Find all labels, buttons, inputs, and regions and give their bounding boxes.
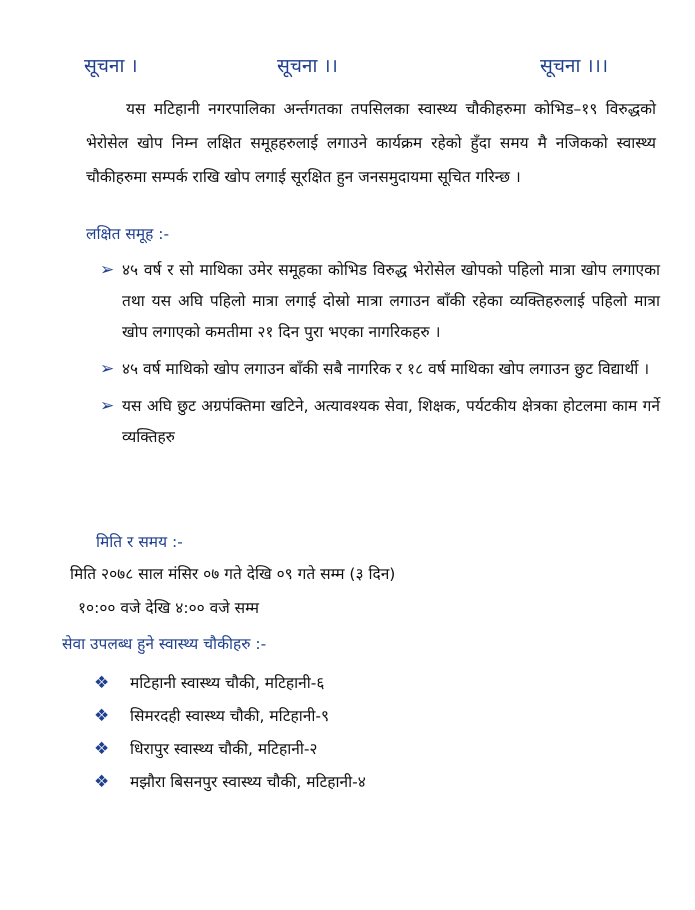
target-group-list [100,255,660,459]
target-group-text: ४५ वर्ष र सो माथिका उमेर समूहका कोभिड विरुद्ध भेरोसेल खोपको पहिलो मात्रा खोप लगाएका तथा यस अघि पहिलो मात्रा लगाई दोस्रो मात्रा लगाउन बाँकी रहेका व्यक्तिहरुलाई पहिलो मात्रा खोप लगाएको कमतीमा २१ दिन पुरा भएका नागरिकहरु । [122,261,660,341]
date-time-label: मिति र समय :- [96,533,183,551]
health-posts-label: सेवा उपलब्ध हुने स्वास्थ्य चौकीहरु :- [62,635,267,653]
list-item [100,255,660,348]
health-post-list [94,668,614,800]
notice-heading-3: सूचना ।।। [540,55,609,77]
diamond-bullet-icon: ❖ [94,706,110,726]
notice-heading-2: सूचना ।। [277,55,338,77]
diamond-bullet-icon: ❖ [94,673,110,693]
arrow-bullet-icon: ➢ [100,396,115,416]
notice-headings [0,52,695,86]
target-group-text: यस अघि छुट अग्रपंक्तिमा खटिने, अत्यावश्यक सेवा, शिक्षक, पर्यटकीय क्षेत्रका होटलमा काम गर्ने व्यक्तिहरु [122,397,660,446]
health-post-name: धिरापुर स्वास्थ्य चौकी, मटिहानी-२ [130,740,318,758]
arrow-bullet-icon: ➢ [100,260,115,280]
health-post-name: मझौरा बिसनपुर स्वास्थ्य चौकी, मटिहानी-४ [130,773,366,791]
intro-paragraph: यस मटिहानी नगरपालिका अर्न्तगतका तपसिलका स्वास्थ्य चौकीहरुमा कोभिड–१९ विरुद्धको भेरोसेल खोप निम्न लक्षित समूहहरुलाई लगाउने कार्यक्रम रहेको हुँदा समय मै नजिकको स्वास्थ्य चौकीहरुमा सम्पर्क राखि खोप लगाई सूरक्षित हुन जनसमुदायमा सूचित गरिन्छ । [86,100,656,186]
list-item [94,668,614,701]
health-post-name: मटिहानी स्वास्थ्य चौकी, मटिहानी-६ [130,674,325,692]
diamond-bullet-icon: ❖ [94,739,110,759]
list-item [100,391,660,453]
health-post-name: सिमरदही स्वास्थ्य चौकी, मटिहानी-९ [130,707,330,725]
time-range-text: १०:०० वजे देखि ४:०० वजे सम्म [78,599,260,617]
target-group-label: लक्षित समूह :- [86,225,170,243]
list-item [94,767,614,800]
list-item [94,701,614,734]
list-item [100,354,660,385]
date-range-text: मिति २०७८ साल मंसिर ०७ गते देखि ०९ गते सम्म (३ दिन) [70,565,396,583]
notice-heading-1: सूचना । [84,55,138,77]
list-item [94,734,614,767]
arrow-bullet-icon: ➢ [100,359,115,379]
diamond-bullet-icon: ❖ [94,772,110,792]
target-group-text: ४५ वर्ष माथिको खोप लगाउन बाँकी सबै नागरिक र १८ वर्ष माथिका खोप लगाउन छुट विद्यार्थी । [122,360,650,378]
